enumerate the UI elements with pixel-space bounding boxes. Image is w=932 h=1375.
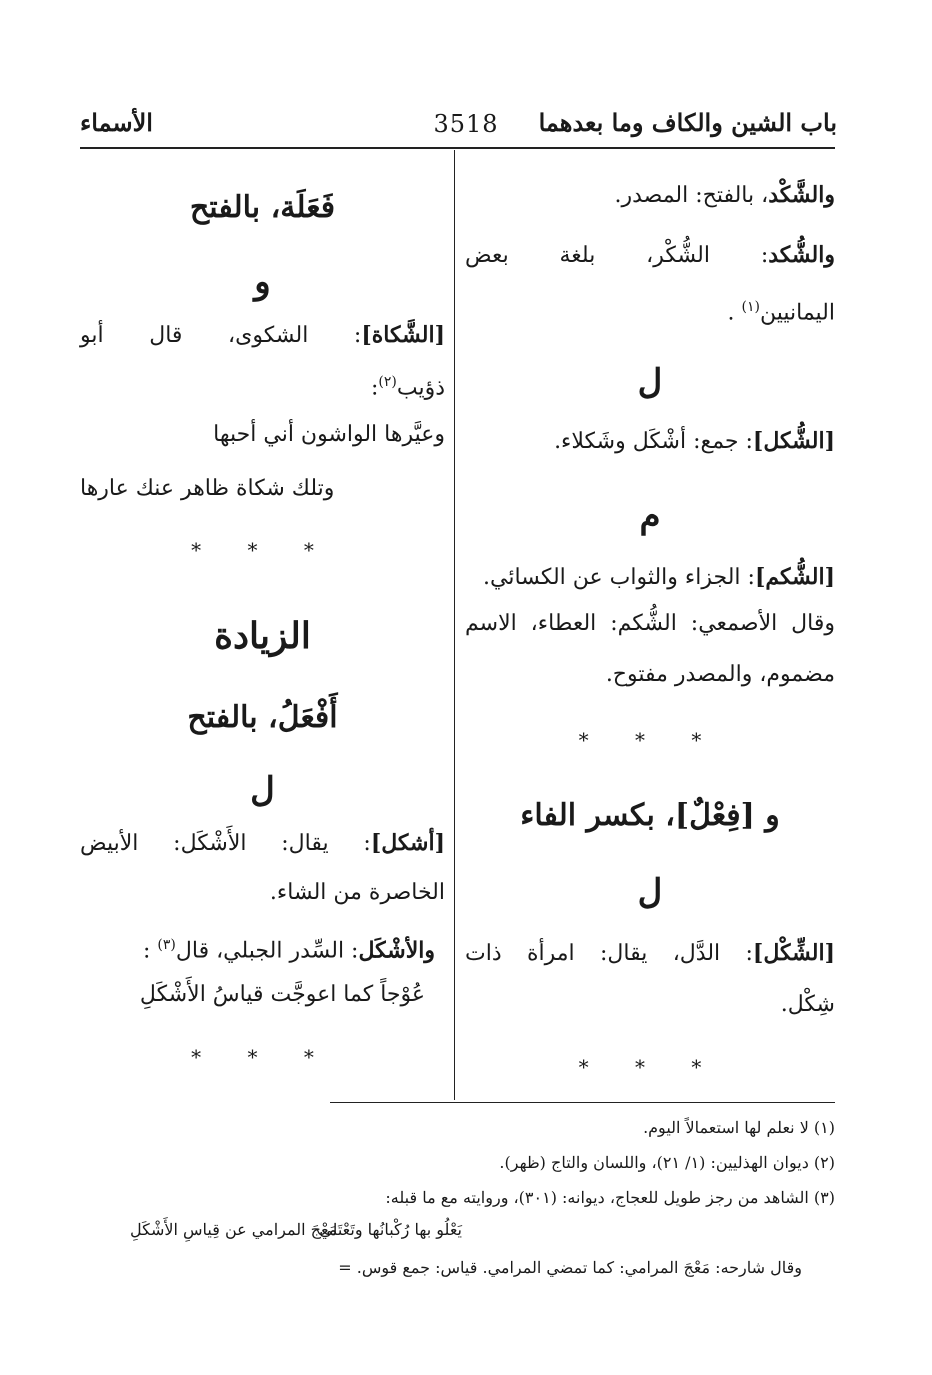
letter-heading-lam: ل (637, 872, 663, 912)
footnote-2: (٢) ديوان الهذليين: (١/ ٢١)، واللسان والتاج (ظهر). (499, 1153, 835, 1172)
footnote-verse-b: مَعْجَ المرامي عن قِياسِ الأَشْكَلِ (130, 1220, 338, 1239)
entry-ashkal: [أشكل]: يقال: الأَشْكَل: الأبيض (80, 830, 445, 856)
poem-verse-2: وتلك شكاة ظاهر عنك عارها (80, 476, 335, 501)
entry-shukl: [الشُّكل]: جمع: أشْكَل وشَكلاء. (554, 428, 835, 454)
section-separator: * * * (191, 1045, 334, 1069)
entry-shukm-line3: مضموم، والمصدر مفتوح. (605, 662, 835, 687)
footnote-ref-2: (٢) (378, 374, 397, 390)
entry-ashkal-2: والأشْكَل: السِّدر الجبلي، قال$^{(٣)}$ : (142, 937, 435, 964)
footnote-rule (330, 1102, 835, 1103)
footnote-ref-3: (٣) (157, 937, 176, 953)
header-rule (80, 147, 835, 149)
entry-shikl: [الشِّكْل]: الدَّل، يقال: امرأة ذات (465, 940, 835, 966)
letter-heading-mim: م (639, 496, 661, 536)
page-number: 3518 (433, 110, 499, 138)
running-head-section: الأسماء (80, 108, 153, 137)
entry-ashkal-line2: الخاصرة من الشاء. (269, 880, 445, 905)
poem-verse-3: عُوْجاً كما اعوجَّت قياسُ الأَشْكَلِ (139, 982, 425, 1007)
footnote-3-commentary: وقال شارحه: مَعْجَ المرامي: كما تمضي المرامي. قياس: جمع قوس. = (338, 1258, 802, 1277)
entry-shakat-cont: ذؤيب$^{(٢)}$: (370, 374, 445, 401)
entry-shukd-cont: اليمانيين$^{(١)}$ . (727, 299, 835, 326)
entry-shikl-line2: شِكْل. (780, 992, 835, 1017)
entry-shukm: [الشُّكم]: الجزاء والثواب عن الكسائي. (483, 564, 835, 590)
section-separator: * * * (191, 538, 334, 562)
pattern-heading-faala: فَعَلَة، بالفتح (189, 190, 336, 225)
section-title-ziyada: الزيادة (214, 615, 311, 657)
footnote-1: (١) لا نعلم لها استعمالاً اليوم. (643, 1118, 835, 1137)
letter-heading-lam: ل (250, 770, 275, 810)
footnote-verse-a: يَعْلُو بها رُكْبانُها وتَعْتَلي (319, 1220, 462, 1239)
footnote-ref-1: (١) (741, 299, 760, 315)
column-divider (454, 150, 455, 1100)
entry-shakd: والشَّكْد، بالفتح: المصدر. (614, 182, 835, 208)
footnote-3: (٣) الشاهد من رجز طويل للعجاج، ديوانه: (٣٠١)، وروايته مع ما قبله: (385, 1188, 835, 1207)
running-head-chapter: باب الشين والكاف وما بعدهما (538, 108, 837, 137)
section-separator: * * * (578, 1055, 722, 1079)
poem-verse-1: وعيَّرها الواشون أني أحبها (213, 422, 445, 447)
entry-shakat: [الشَّكاة]: الشكوى، قال أبو (80, 322, 445, 348)
section-separator: * * * (578, 728, 722, 752)
entry-shukd: والشُّكد: الشُّكْر، بلغة بعض (465, 242, 835, 268)
letter-heading-waw: و (254, 262, 271, 302)
letter-heading-lam: ل (637, 362, 663, 402)
entry-shukm-line2: وقال الأصمعي: الشُّكم: العطاء، الاسم (465, 611, 835, 636)
pattern-heading-afal: أَفْعَلُ، بالفتح (187, 700, 338, 735)
pattern-heading-fil: و [فِعْلٌ]، بكسر الفاء (520, 798, 780, 833)
